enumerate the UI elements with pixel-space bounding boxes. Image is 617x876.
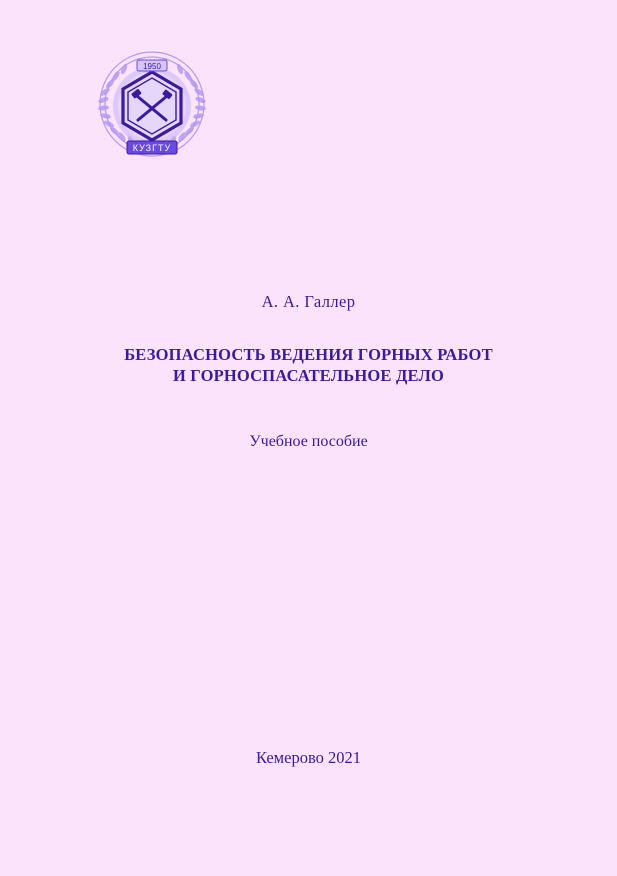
page-title-line-2: И ГОРНОСПАСАТЕЛЬНОЕ ДЕЛО [172,366,445,386]
logo-abbreviation-text: КУЗГТУ [132,143,172,153]
subtitle: Учебное пособие [249,433,368,451]
page-title-line-1: БЕЗОПАСНОСТЬ ВЕДЕНИЯ ГОРНЫХ РАБОТ [124,345,493,364]
imprint: Кемерово 2021 [255,748,362,767]
title-block [0,292,617,451]
author-name: А. А. Галлер [261,292,356,311]
page-title [0,344,617,386]
kuzgtu-emblem-icon [96,48,208,160]
logo-year-text: 1950 [143,62,161,71]
